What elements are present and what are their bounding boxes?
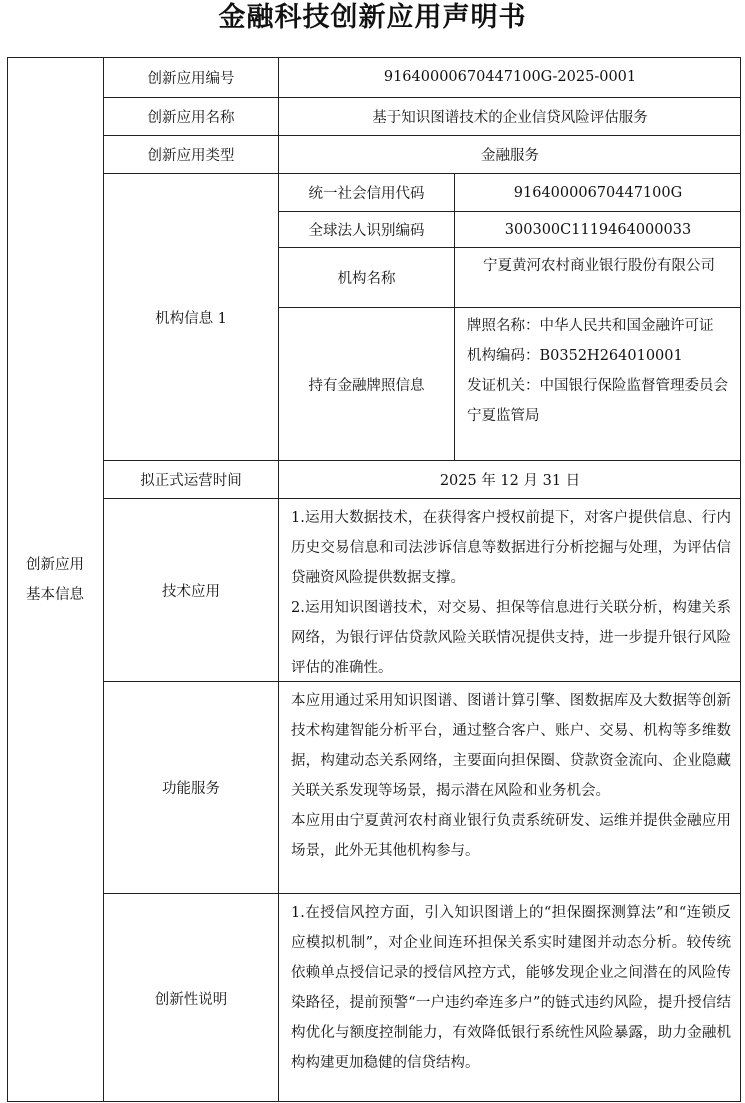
outer-label-line-1: 创新应用 <box>26 556 84 573</box>
page-title: 金融科技创新应用声明书 <box>218 2 527 33</box>
org-name-label: 机构名称 <box>278 247 454 307</box>
lei-value: 300300C1119464000033 <box>454 211 741 247</box>
license-line-code: 机构编码：B0352H264010001 <box>467 348 683 364</box>
outer-label <box>7 57 103 1102</box>
license-line-issuer: 发证机关：中国银行保险监督管理委员会宁夏监管局 <box>467 378 728 424</box>
type-value: 金融服务 <box>278 135 741 173</box>
innovation-label: 创新性说明 <box>103 893 278 1102</box>
credit-code-value: 91640000670447100G <box>454 173 741 211</box>
innovation-paragraph-1: 1.在授信风控方面，引入知识图谱上的“担保圈探测算法”和“连锁反应模拟机制”，对企业间连环担保关系实时建图并动态分析。较传统依赖单点授信记录的授信风控方式，能够发现企业之间潜在的风险传染路径，提前预警“一户违约牵连多户”的链式违约风险，提升授信结构优化与额度控制能力，有效降低银行系统性风险暴露，助力金融机构构建更加稳健的信贷结构。 <box>291 905 731 1071</box>
code-label: 创新应用编号 <box>103 57 278 97</box>
license-label: 持有金融牌照信息 <box>278 307 454 460</box>
license-value <box>454 307 741 460</box>
service-label: 功能服务 <box>103 681 278 893</box>
innovation-value <box>278 893 741 1102</box>
name-value: 基于知识图谱技术的企业信贷风险评估服务 <box>278 97 741 135</box>
service-paragraph-2: 本应用由宁夏黄河农村商业银行负责系统研发、运维并提供金融应用场景，此外无其他机构参与。 <box>291 813 731 859</box>
org-name-value: 宁夏黄河农村商业银行股份有限公司 <box>454 247 741 307</box>
code-value: 91640000670447100G-2025-0001 <box>278 57 741 97</box>
org-label: 机构信息 1 <box>103 173 278 460</box>
launch-value: 2025 年 12 月 31 日 <box>278 460 741 498</box>
type-label: 创新应用类型 <box>103 135 278 173</box>
tech-paragraph-1: 1.运用大数据技术，在获得客户授权前提下，对客户提供信息、行内历史交易信息和司法涉诉信息等数据进行分析挖掘与处理，为评估信贷融资风险提供数据支撑。 <box>291 510 731 586</box>
tech-paragraph-2: 2.运用知识图谱技术，对交易、担保等信息进行关联分析，构建关系网络，为银行评估贷款风险关联情况提供支持，进一步提升银行风险评估的准确性。 <box>291 600 731 676</box>
name-label: 创新应用名称 <box>103 97 278 135</box>
launch-label: 拟正式运营时间 <box>103 460 278 498</box>
credit-code-label: 统一社会信用代码 <box>278 173 454 211</box>
tech-value <box>278 498 741 681</box>
service-paragraph-1: 本应用通过采用知识图谱、图谱计算引擎、图数据库及大数据等创新技术构建智能分析平台，通过整合客户、账户、交易、机构等多维数据，构建动态关系网络，主要面向担保圈、贷款资金流向、企业隐藏关联关系发现等场景，揭示潜在风险和业务机会。 <box>291 693 731 799</box>
lei-label: 全球法人识别编码 <box>278 211 454 247</box>
license-line-name: 牌照名称：中华人民共和国金融许可证 <box>467 318 714 334</box>
service-value <box>278 681 741 893</box>
tech-label: 技术应用 <box>103 498 278 681</box>
outer-label-line-2: 基本信息 <box>26 586 84 603</box>
